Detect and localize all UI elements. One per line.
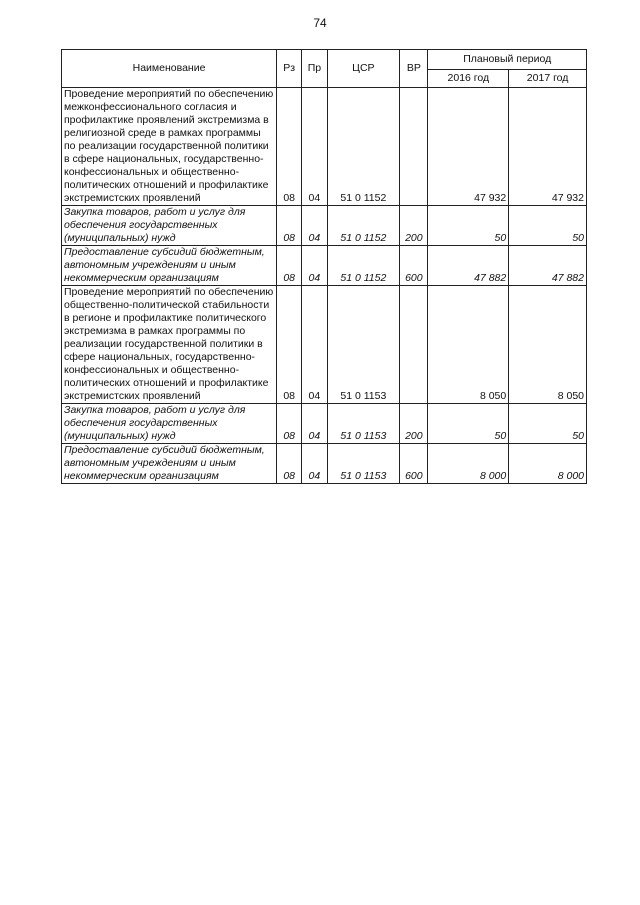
row-csr: 51 0 1152 xyxy=(327,206,400,246)
row-pr: 04 xyxy=(302,444,327,484)
header-csr: ЦСР xyxy=(327,50,400,88)
row-csr: 51 0 1153 xyxy=(327,286,400,404)
row-pr: 04 xyxy=(302,246,327,286)
row-amount-2017: 50 xyxy=(509,404,587,444)
row-name: Закупка товаров, работ и услуг для обеспечения государственных (муниципальных) нужд xyxy=(62,206,277,246)
row-name: Проведение мероприятий по обеспечению межконфессионального согласия и профилактике проявлений экстремизма в религиозной среде в рамках программы по реализации государственной политики в сфере национальных, государственно-конфессиональных и общественно-политических отношений и профилактике экстремистских проявлений xyxy=(62,88,277,206)
table-row xyxy=(62,206,587,246)
row-csr: 51 0 1152 xyxy=(327,246,400,286)
row-rz: 08 xyxy=(277,88,302,206)
row-rz: 08 xyxy=(277,444,302,484)
table-header xyxy=(62,50,587,88)
row-csr: 51 0 1152 xyxy=(327,88,400,206)
table-row xyxy=(62,404,587,444)
row-rz: 08 xyxy=(277,286,302,404)
header-name: Наименование xyxy=(62,50,277,88)
row-rz: 08 xyxy=(277,246,302,286)
row-vr xyxy=(400,286,428,404)
table-body xyxy=(62,88,587,484)
row-vr: 600 xyxy=(400,246,428,286)
row-rz: 08 xyxy=(277,206,302,246)
row-pr: 04 xyxy=(302,286,327,404)
row-amount-2016: 50 xyxy=(428,206,509,246)
table-row xyxy=(62,88,587,206)
row-csr: 51 0 1153 xyxy=(327,444,400,484)
row-amount-2017: 50 xyxy=(509,206,587,246)
row-name: Предоставление субсидий бюджетным, автономным учреждениям и иным некоммерческим организациям xyxy=(62,246,277,286)
row-pr: 04 xyxy=(302,206,327,246)
budget-table xyxy=(61,49,587,484)
page-number: 74 xyxy=(313,16,327,30)
row-vr: 600 xyxy=(400,444,428,484)
row-rz: 08 xyxy=(277,404,302,444)
row-amount-2016: 50 xyxy=(428,404,509,444)
row-amount-2016: 47 882 xyxy=(428,246,509,286)
row-vr: 200 xyxy=(400,206,428,246)
row-vr xyxy=(400,88,428,206)
row-amount-2017: 47 932 xyxy=(509,88,587,206)
header-year-2016: 2016 год xyxy=(428,70,509,88)
row-amount-2017: 8 050 xyxy=(509,286,587,404)
table-row xyxy=(62,444,587,484)
row-pr: 04 xyxy=(302,404,327,444)
header-rz: Рз xyxy=(277,50,302,88)
header-pr: Пр xyxy=(302,50,327,88)
header-vr: ВР xyxy=(400,50,428,88)
header-year-2017: 2017 год xyxy=(509,70,587,88)
row-name: Предоставление субсидий бюджетным, автономным учреждениям и иным некоммерческим организациям xyxy=(62,444,277,484)
table-row xyxy=(62,246,587,286)
row-name: Проведение мероприятий по обеспечению общественно-политической стабильности в регионе и профилактике политического экстремизма в рамках программы по реализации государственной политики в сфере национальных, государственно-конфессиональных и общественно-политических отношений и профилактике экстремистских проявлений xyxy=(62,286,277,404)
header-planned-period: Плановый период xyxy=(428,50,587,70)
row-name: Закупка товаров, работ и услуг для обеспечения государственных (муниципальных) нужд xyxy=(62,404,277,444)
row-vr: 200 xyxy=(400,404,428,444)
row-csr: 51 0 1153 xyxy=(327,404,400,444)
row-pr: 04 xyxy=(302,88,327,206)
row-amount-2016: 8 050 xyxy=(428,286,509,404)
row-amount-2016: 47 932 xyxy=(428,88,509,206)
row-amount-2016: 8 000 xyxy=(428,444,509,484)
table-row xyxy=(62,286,587,404)
row-amount-2017: 47 882 xyxy=(509,246,587,286)
row-amount-2017: 8 000 xyxy=(509,444,587,484)
